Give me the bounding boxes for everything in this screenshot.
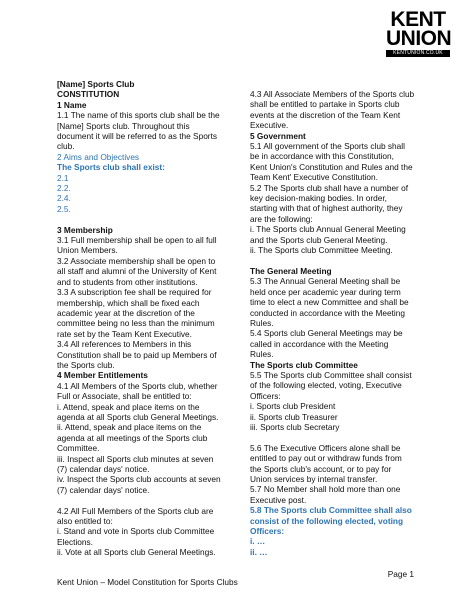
text-line: be in accordance with this Constitution, (250, 151, 394, 162)
text-line: 2.2. (57, 183, 71, 194)
logo-url: KENTUNION.CO.UK (386, 50, 450, 57)
text-line: i. Sports club President (250, 401, 336, 412)
text-line: Elections. (57, 536, 93, 547)
paragraph-gap (250, 256, 442, 266)
left-column (57, 79, 249, 558)
text-line: (7) calendar days' notice. (57, 484, 150, 495)
text-line: membership, which shall be fixed each (57, 297, 200, 308)
text-line: and the Sports club General Meeting. (250, 234, 388, 245)
text-line: [Name] Sports club. Throughout this (57, 120, 190, 131)
text-line: called in accordance with the Meeting (250, 338, 389, 349)
text-line: 3.2 Associate membership shall be open to (57, 255, 216, 266)
text-line: Union services by internal transfer. (250, 474, 378, 484)
text-line: 5.4 Sports club General Meetings may be (250, 328, 403, 339)
text-line: the Sports club. (57, 359, 115, 370)
logo-line-2: UNION (386, 27, 452, 50)
text-line: 5.7 No Member shall hold more than one (250, 484, 401, 495)
text-line: committee being no less than the minimum (57, 318, 215, 329)
text-line: of the following elected, voting, Executive (250, 380, 402, 391)
text-line: shall be entitled to partake in Sports club (250, 99, 400, 110)
text-line: all staff and alumni of the University of Kent (57, 266, 217, 277)
text-line: and to students from other institutions. (57, 276, 198, 287)
text-line: Rules. (250, 317, 274, 328)
text-line: 2.4. (57, 193, 71, 204)
text-line: 3 Membership (57, 224, 113, 235)
page-number: Page 1 (387, 569, 414, 579)
text-line: starting with that of highest authority, they (250, 203, 403, 214)
text-line: iv. Inspect the Sports club accounts at seven (57, 474, 221, 485)
text-line: time to elect a new Committee and shall be (250, 297, 409, 308)
text-line: ii. Vote at all Sports club General Meetings. (57, 547, 216, 558)
text-line: 1.1 The name of this sports club shall be the (57, 110, 220, 121)
text-line: iii. Inspect all Sports club minutes at seven (57, 453, 214, 464)
text-line: the Sports club's account, or to pay for (250, 463, 392, 474)
text-line: 4 Member Entitlements (57, 370, 148, 381)
paragraph-gap (57, 214, 249, 224)
text-line: ii. Sports club Treasurer (250, 411, 338, 422)
text-line: 4.3 All Associate Members of the Sports club (250, 89, 415, 99)
text-line: Team Kent' Executive Constitution. (250, 172, 378, 183)
text-line: Union Members. (57, 245, 118, 256)
text-line: 2.5. (57, 203, 71, 214)
text-line: key decision-making bodies. In order, (250, 193, 387, 204)
text-line: 5.3 The Annual General Meeting shall be (250, 276, 401, 287)
text-line: document it will be referred to as the Sports (57, 131, 218, 142)
text-line: (7) calendar days' notice. (57, 464, 150, 475)
text-line: i. Stand and vote in Sports club Committee (57, 526, 215, 537)
text-line: iii. Sports club Secretary (250, 421, 340, 432)
footer-text: Kent Union – Model Constitution for Sports Clubs (57, 577, 238, 587)
text-line: 3.1 Full membership shall be open to all full (57, 235, 217, 246)
text-line: Officers: (250, 526, 285, 537)
text-line: Executive post. (250, 494, 307, 505)
text-line: 2 Aims and Objectives (57, 151, 140, 162)
text-line: 5.5 The Sports club Committee shall consist (250, 369, 412, 380)
text-line: events at the discretion of the Team Kent (250, 109, 401, 120)
text-line: 5 Government (250, 130, 306, 141)
text-line: academic year at the discretion of the (57, 307, 195, 318)
text-line: i. … (250, 536, 266, 547)
text-line: i. The Sports club Annual General Meeting (250, 224, 406, 235)
text-line: 4.2 All Full Members of the Sports club are (57, 505, 214, 516)
right-column (250, 89, 442, 557)
text-line: i. Attend, speak and place items on the (57, 401, 200, 412)
paragraph-gap (250, 432, 442, 442)
text-line: Officers: (250, 390, 281, 401)
text-line: The General Meeting (250, 265, 332, 276)
text-line: agenda at all Sports club General Meetings. (57, 411, 219, 422)
text-line: [Name] Sports Club (57, 79, 135, 89)
logo-line-1: KENT (390, 8, 446, 31)
text-line: Full or Associate, shall be entitled to: (57, 391, 192, 402)
text-line: 5.1 All government of the Sports club shall (250, 141, 405, 152)
text-line: Executive. (250, 120, 289, 131)
text-line: 2.1 (57, 172, 69, 183)
text-line: The Sports club shall exist: (57, 162, 165, 173)
text-line: Kent Union's Constitution and Rules and the (250, 161, 413, 172)
text-line: agenda at all meetings of the Sports club (57, 432, 208, 443)
kent-union-logo (386, 10, 450, 57)
text-line: held once per academic year during term (250, 286, 401, 297)
text-line: The Sports club Committee (250, 359, 358, 370)
text-line: are the following: (250, 213, 313, 224)
text-line: conducted in accordance with the Meeting (250, 307, 405, 318)
text-line: 3.4 All references to Members in this (57, 339, 192, 350)
text-line: ii. … (250, 546, 268, 557)
text-line: 5.6 The Executive Officers alone shall be (250, 442, 401, 453)
text-line: consist of the following elected, voting (250, 515, 404, 526)
text-line: entitled to pay out or withdraw funds from (250, 453, 402, 464)
text-line: ii. The Sports club Committee Meeting. (250, 245, 393, 256)
text-line: ii. Attend, speak and place items on the (57, 422, 202, 433)
text-line: CONSTITUTION (57, 89, 120, 100)
text-line: club. (57, 141, 75, 152)
text-line: 5.2 The Sports club shall have a number of (250, 182, 409, 193)
text-line: Committee. (57, 443, 100, 454)
text-line: also entitled to: (57, 516, 113, 527)
text-line: 5.8 The Sports club Committee shall also (250, 505, 412, 516)
text-line: rate set by the Team Kent Executive. (57, 328, 192, 339)
page-footer (57, 569, 414, 587)
text-line: 4.1 All Members of the Sports club, whether (57, 380, 218, 391)
text-line: 1 Name (57, 99, 87, 110)
text-line: Rules. (250, 349, 274, 360)
text-line: 3.3 A subscription fee shall be required for (57, 287, 212, 298)
paragraph-gap (57, 495, 249, 505)
text-line: Constitution shall be to paid up Members of (57, 349, 217, 360)
